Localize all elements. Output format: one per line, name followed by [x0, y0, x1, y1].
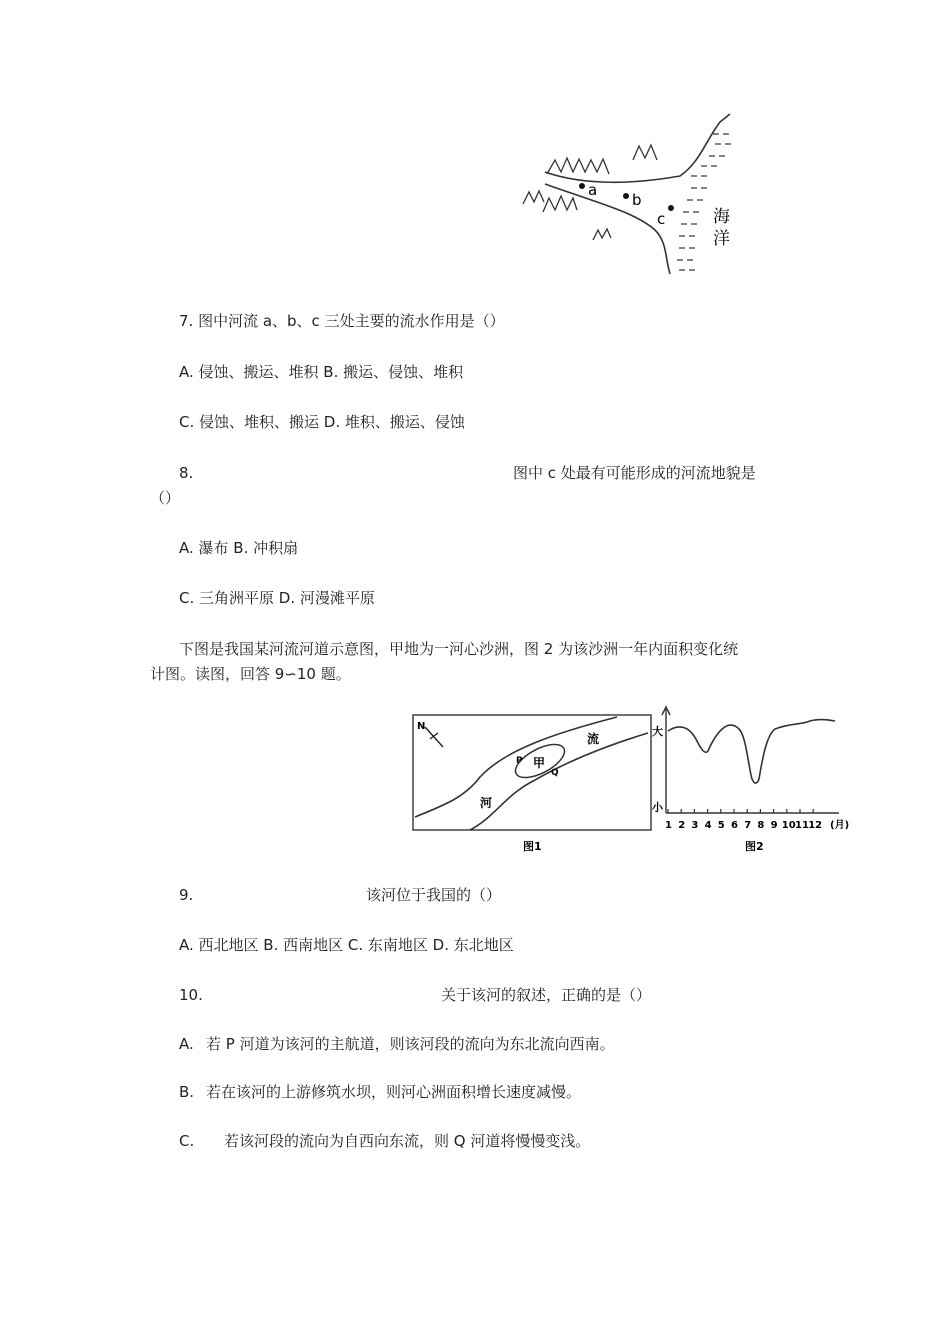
- q10-option-b-text: 若在该河的上游修筑水坝，则河心洲面积增长速度减慢。: [206, 1083, 582, 1101]
- fig1-bank-lower: [470, 733, 648, 830]
- q8-stem: 图中 c 处最有可能形成的河流地貌是: [513, 464, 756, 482]
- q10-option-a-label: A.: [179, 1035, 194, 1053]
- fig2-y-bottom: 小: [652, 801, 663, 814]
- fig2-area-curve: [668, 720, 835, 784]
- q10-option-c-text: 若该河段的流向为自西向东流，则 Q 河道将慢慢变浅。: [224, 1132, 591, 1150]
- fig2-x-label-8: 8: [757, 820, 765, 831]
- north-label: N: [417, 721, 426, 732]
- label-liu: 流: [587, 732, 600, 746]
- label-p: P: [516, 756, 523, 766]
- fig2-x-label-2: 2: [678, 820, 686, 831]
- q10-option-c-label: C.: [179, 1132, 195, 1150]
- fig2-x-labels: [665, 820, 822, 831]
- fig2-x-label-6: 6: [731, 820, 738, 831]
- fig2-y-top: 大: [652, 725, 663, 738]
- fig1-caption: 图1: [523, 840, 542, 853]
- q7-stem: 7. 图中河流 a、b、c 三处主要的流水作用是（）: [179, 312, 505, 330]
- fig2-chart: [652, 707, 849, 853]
- label-q: Q: [551, 768, 559, 778]
- label-c: c: [657, 210, 666, 228]
- fig2-x-label-11: 11: [795, 820, 809, 831]
- q8-paren: （）: [150, 489, 181, 507]
- river-sea-map: [515, 112, 745, 282]
- fig2-caption: 图2: [745, 840, 764, 853]
- fig2-x-label-5: 5: [717, 820, 725, 831]
- q8-number: 8.: [179, 464, 194, 482]
- fig2-x-label-1: 1: [665, 820, 672, 831]
- label-sea-1: 海: [713, 207, 730, 227]
- fig2-x-label-3: 3: [691, 820, 699, 831]
- q7-options-1: A. 侵蚀、搬运、堆积 B. 搬运、侵蚀、堆积: [179, 363, 464, 381]
- label-jia: 甲: [533, 756, 546, 770]
- q7-options-2: C. 侵蚀、堆积、搬运 D. 堆积、搬运、侵蚀: [179, 413, 465, 431]
- q8-options-1: A. 瀑布 B. 冲积扇: [179, 539, 299, 557]
- label-he: 河: [480, 796, 493, 810]
- point-a: [579, 183, 585, 189]
- label-a: a: [588, 181, 598, 199]
- point-b: [623, 193, 629, 199]
- q9-stem: 该河位于我国的（）: [366, 886, 502, 904]
- q9-options: A. 西北地区 B. 西南地区 C. 东南地区 D. 东北地区: [179, 936, 514, 954]
- q10-number: 10.: [179, 986, 203, 1004]
- q10-option-a-text: 若 P 河道为该河的主航道，则该河段的流向为东北流向西南。: [206, 1035, 615, 1053]
- north-arrow-icon: [425, 727, 443, 747]
- point-c: [668, 205, 674, 211]
- q10-option-b-label: B.: [179, 1083, 195, 1101]
- fig2-x-label-7: 7: [744, 820, 752, 831]
- label-sea-2: 洋: [713, 229, 730, 249]
- fig1-frame: [413, 715, 651, 830]
- q9-number: 9.: [179, 886, 194, 904]
- intro-line-1: 下图是我国某河流河道示意图，甲地为一河心沙洲，图 2 为该沙洲一年内面积变化统: [179, 640, 739, 658]
- river-figures: [405, 705, 855, 860]
- fig2-x-label-9: 9: [770, 820, 778, 831]
- q8-options-2: C. 三角洲平原 D. 河漫滩平原: [179, 589, 375, 607]
- fig2-x-unit: (月): [830, 820, 850, 831]
- intro-line-2: 计图。读图，回答 9∽10 题。: [150, 665, 351, 683]
- fig2-x-label-4: 4: [704, 820, 712, 831]
- fig2-x-label-12: 12: [808, 820, 823, 831]
- label-b: b: [632, 191, 642, 209]
- q10-stem: 关于该河的叙述，正确的是（）: [441, 986, 652, 1004]
- fig2-x-label-10: 10: [781, 820, 796, 831]
- sea-dashes: [677, 134, 731, 270]
